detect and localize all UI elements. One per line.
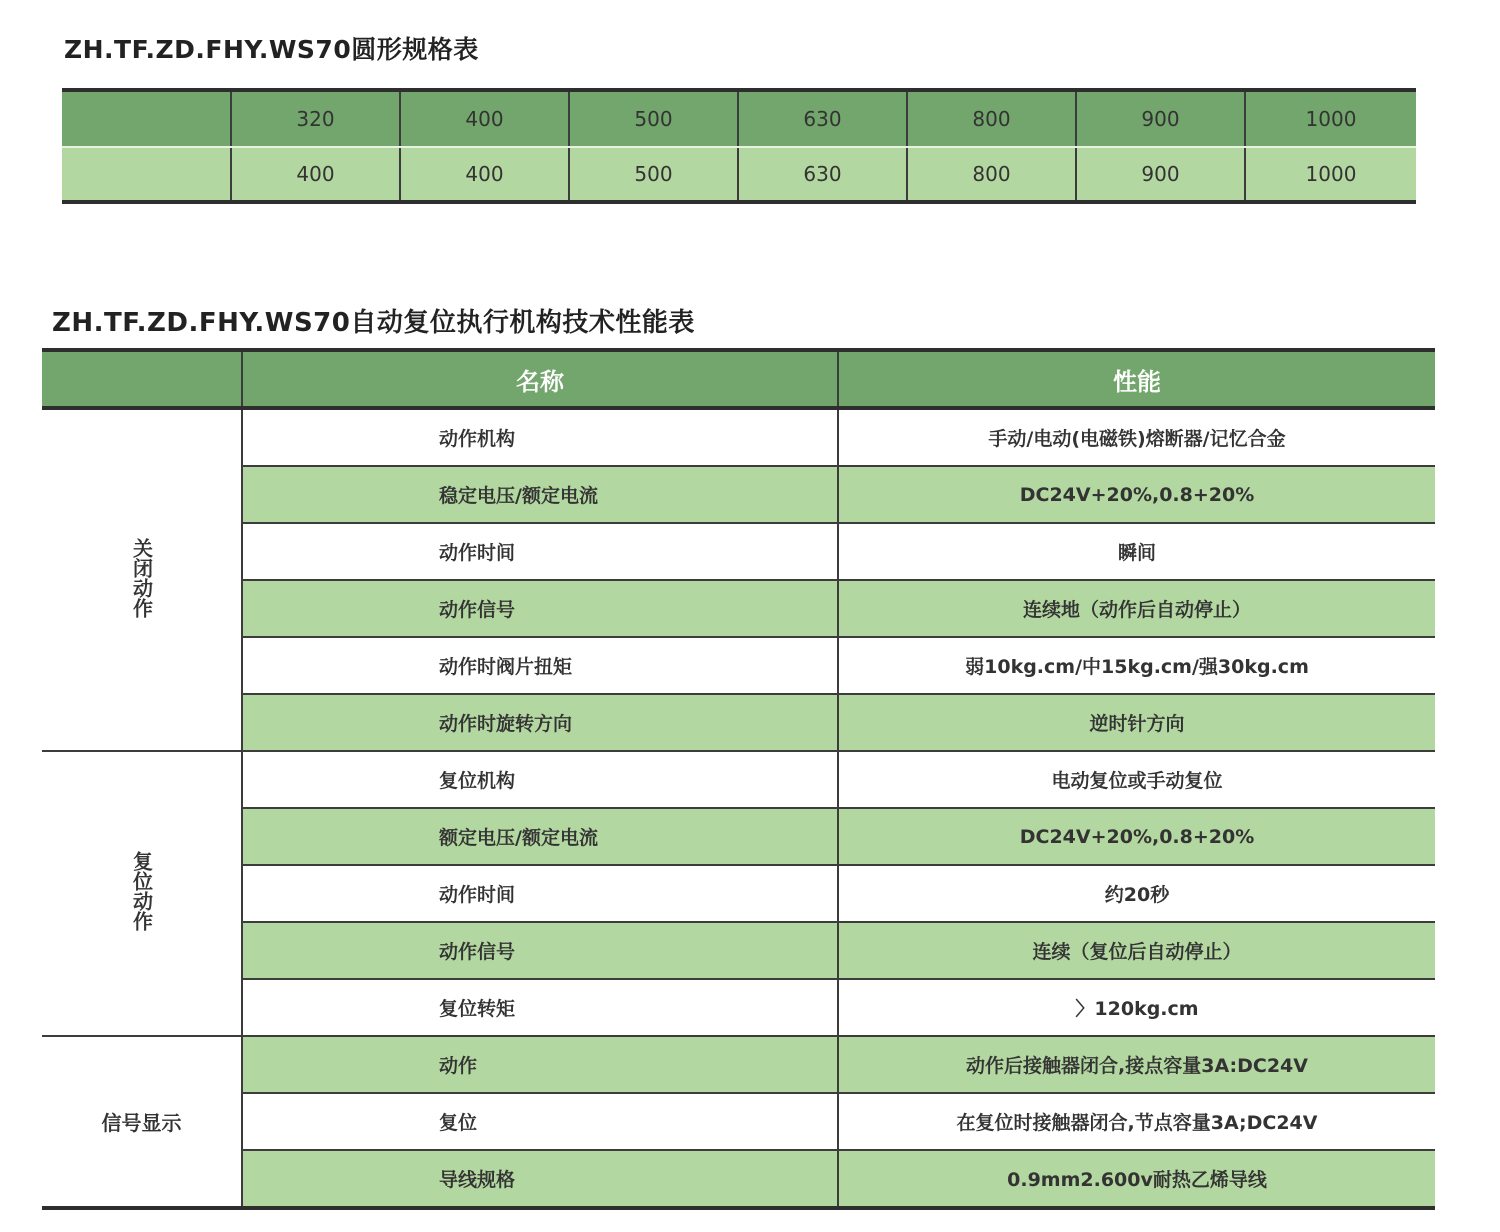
spec-cell: 630 [738, 147, 907, 202]
spec-cell: 900 [1076, 147, 1245, 202]
row-name: 动作机构 [242, 408, 838, 466]
table-row [42, 1036, 1435, 1093]
performance-header-row [42, 350, 1435, 408]
header-value-cell: 性能 [838, 350, 1435, 408]
row-name: 动作时阀片扭矩 [242, 637, 838, 694]
header-group-cell [42, 350, 242, 408]
table-row [42, 1150, 1435, 1208]
spec-cell: 1000 [1245, 147, 1416, 202]
row-name: 动作时间 [242, 523, 838, 580]
row-value: 在复位时接触器闭合,节点容量3A;DC24V [838, 1093, 1435, 1150]
group-label-reset: 复位动作 [42, 751, 242, 1036]
spec-cell: 320 [231, 90, 400, 147]
spec-row-1 [62, 90, 1416, 147]
row-value: 连续（复位后自动停止） [838, 922, 1435, 979]
spec-cell: 800 [907, 90, 1076, 147]
header-name-cell: 名称 [242, 350, 838, 408]
spec-cell: 500 [569, 147, 738, 202]
row-name: 额定电压/额定电流 [242, 808, 838, 865]
table-row [42, 466, 1435, 523]
row-name: 复位机构 [242, 751, 838, 808]
row-name: 稳定电压/额定电流 [242, 466, 838, 523]
performance-table [42, 348, 1435, 1210]
table-row [42, 922, 1435, 979]
row-value: 动作后接触器闭合,接点容量3A:DC24V [838, 1036, 1435, 1093]
spec-cell: 400 [400, 90, 569, 147]
spec-cell [62, 90, 231, 147]
spec-cell: 500 [569, 90, 738, 147]
spec-cell: 800 [907, 147, 1076, 202]
row-name: 复位转矩 [242, 979, 838, 1036]
spec-cell: 630 [738, 90, 907, 147]
group-label-close: 关闭动作 [42, 408, 242, 751]
spec-cell: 400 [231, 147, 400, 202]
table-row [42, 865, 1435, 922]
table-row [42, 751, 1435, 808]
row-value: 手动/电动(电磁铁)熔断器/记忆合金 [838, 408, 1435, 466]
row-value: 0.9mm2.600v耐热乙烯导线 [838, 1150, 1435, 1208]
spec-cell: 400 [400, 147, 569, 202]
row-name: 动作时间 [242, 865, 838, 922]
table-row [42, 408, 1435, 466]
row-value: 〉120kg.cm [838, 979, 1435, 1036]
row-name: 动作 [242, 1036, 838, 1093]
table-row [42, 637, 1435, 694]
row-value: 瞬间 [838, 523, 1435, 580]
group-label-signal: 信号显示 [42, 1036, 242, 1208]
row-value: 弱10kg.cm/中15kg.cm/强30kg.cm [838, 637, 1435, 694]
row-value: 连续地（动作后自动停止） [838, 580, 1435, 637]
table-row [42, 808, 1435, 865]
performance-table-title: ZH.TF.ZD.FHY.WS70自动复位执行机构技术性能表 [52, 308, 695, 338]
row-name: 复位 [242, 1093, 838, 1150]
row-value: DC24V+20%,0.8+20% [838, 466, 1435, 523]
spec-cell: 1000 [1245, 90, 1416, 147]
table-row [42, 979, 1435, 1036]
row-name: 动作信号 [242, 580, 838, 637]
row-name: 动作时旋转方向 [242, 694, 838, 751]
row-name: 动作信号 [242, 922, 838, 979]
table-row [42, 694, 1435, 751]
row-value: 约20秒 [838, 865, 1435, 922]
table-row [42, 1093, 1435, 1150]
spec-cell [62, 147, 231, 202]
row-value: 逆时针方向 [838, 694, 1435, 751]
spec-row-2 [62, 147, 1416, 202]
spec-table-title: ZH.TF.ZD.FHY.WS70圆形规格表 [64, 35, 479, 64]
row-name: 导线规格 [242, 1150, 838, 1208]
spec-cell: 900 [1076, 90, 1245, 147]
row-value: 电动复位或手动复位 [838, 751, 1435, 808]
spec-table [62, 88, 1416, 204]
row-value: DC24V+20%,0.8+20% [838, 808, 1435, 865]
table-row [42, 580, 1435, 637]
table-row [42, 523, 1435, 580]
